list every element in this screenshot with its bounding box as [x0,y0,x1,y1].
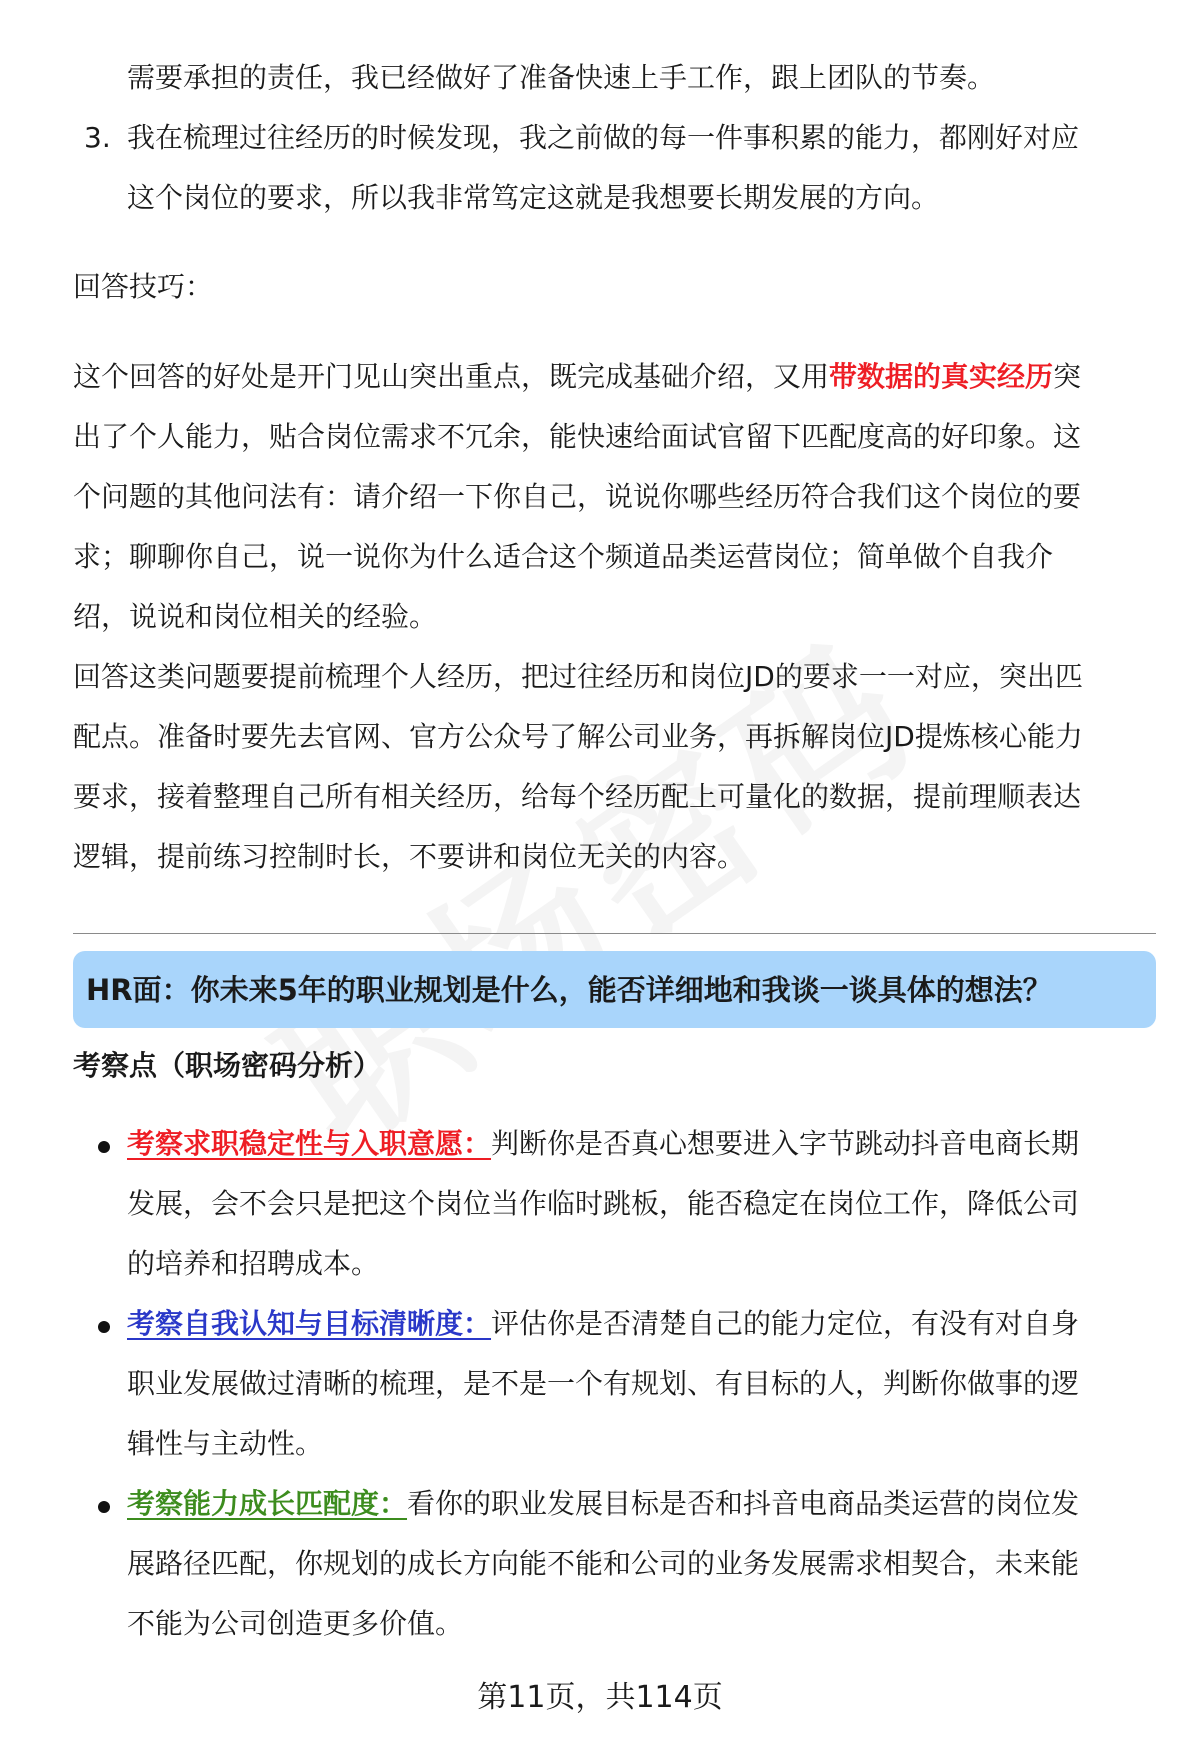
tips-heading: 回答技巧： [73,270,214,303]
point-1-key: 考察求职稳定性与入职意愿： [127,1127,492,1160]
point-1-line-1 [127,1124,1079,1164]
point-2-text: 评估你是否清楚自己的能力定位，有没有对自身 [491,1307,1080,1340]
list-item-3-line-2: 这个岗位的要求，所以我非常笃定这就是我想要长期发展的方向。 [127,181,940,214]
point-1-line-2: 发展，会不会只是把这个岗位当作临时跳板，能否稳定在岗位工作，降低公司 [127,1187,1080,1220]
tips-paragraph-2-line-1: 回答这类问题要提前梳理个人经历，把过往经历和岗位JD的要求一一对应，突出匹 [73,660,1083,693]
point-1-text: 判断你是否真心想要进入字节跳动抖音电商长期 [491,1127,1080,1160]
tips-paragraph-2-line-2: 配点。准备时要先去官网、官方公众号了解公司业务，再拆解岗位JD提炼核心能力 [73,720,1083,753]
tips-paragraph-1-line-4: 求；聊聊你自己，说一说你为什么适合这个频道品类运营岗位；简单做个自我介 [73,540,1054,573]
list-item-2-continuation: 需要承担的责任，我已经做好了准备快速上手工作，跟上团队的节奏。 [127,61,996,94]
section-title: 考察点（职场密码分析） [73,1049,382,1082]
tips-paragraph-2-line-3: 要求，接着整理自己所有相关经历，给每个经历配上可量化的数据，提前理顺表达 [73,780,1082,813]
tips-paragraph-2-line-4: 逻辑，提前练习控制时长，不要讲和岗位无关的内容。 [73,840,746,873]
bullet-icon [98,1141,110,1153]
tips-text: 突 [1053,360,1082,393]
point-3-text: 看你的职业发展目标是否和抖音电商品类运营的岗位发 [407,1487,1080,1520]
list-number-3: 3. [84,121,111,154]
list-item-3-line-1: 我在梳理过往经历的时候发现，我之前做的每一件事积累的能力，都刚好对应 [127,121,1080,154]
tips-paragraph-1-line-5: 绍，说说和岗位相关的经验。 [73,600,438,633]
bullet-icon [98,1501,110,1513]
point-1-line-3: 的培养和招聘成本。 [127,1247,380,1280]
point-2-line-2: 职业发展做过清晰的梳理，是不是一个有规划、有目标的人，判断你做事的逻 [127,1367,1080,1400]
tips-paragraph-1-line-1 [73,357,1081,397]
point-2-key: 考察自我认知与目标清晰度： [127,1307,492,1340]
point-3-line-1 [127,1484,1079,1524]
point-3-line-2: 展路径匹配，你规划的成长方向能不能和公司的业务发展需求相契合，未来能 [127,1547,1080,1580]
tips-paragraph-1-line-3: 个问题的其他问法有：请介绍一下你自己，说说你哪些经历符合我们这个岗位的要 [73,480,1082,513]
bullet-icon [98,1321,110,1333]
point-2-line-1 [127,1304,1079,1344]
section-divider [73,933,1156,934]
tips-text: 这个回答的好处是开门见山突出重点，既完成基础介绍，又用 [73,360,830,393]
interview-question: HR面：你未来5年的职业规划是什么，能否详细地和我谈一谈具体的想法？ [86,973,1052,1007]
tips-paragraph-1-line-2: 出了个人能力，贴合岗位需求不冗余，能快速给面试官留下匹配度高的好印象。这 [73,420,1082,453]
point-2-line-3: 辑性与主动性。 [127,1427,324,1460]
page-number-footer: 第11页，共114页 [477,1680,723,1715]
point-3-key: 考察能力成长匹配度： [127,1487,408,1520]
point-3-line-3: 不能为公司创造更多价值。 [127,1607,464,1640]
highlight-text: 带数据的真实经历 [829,360,1054,393]
